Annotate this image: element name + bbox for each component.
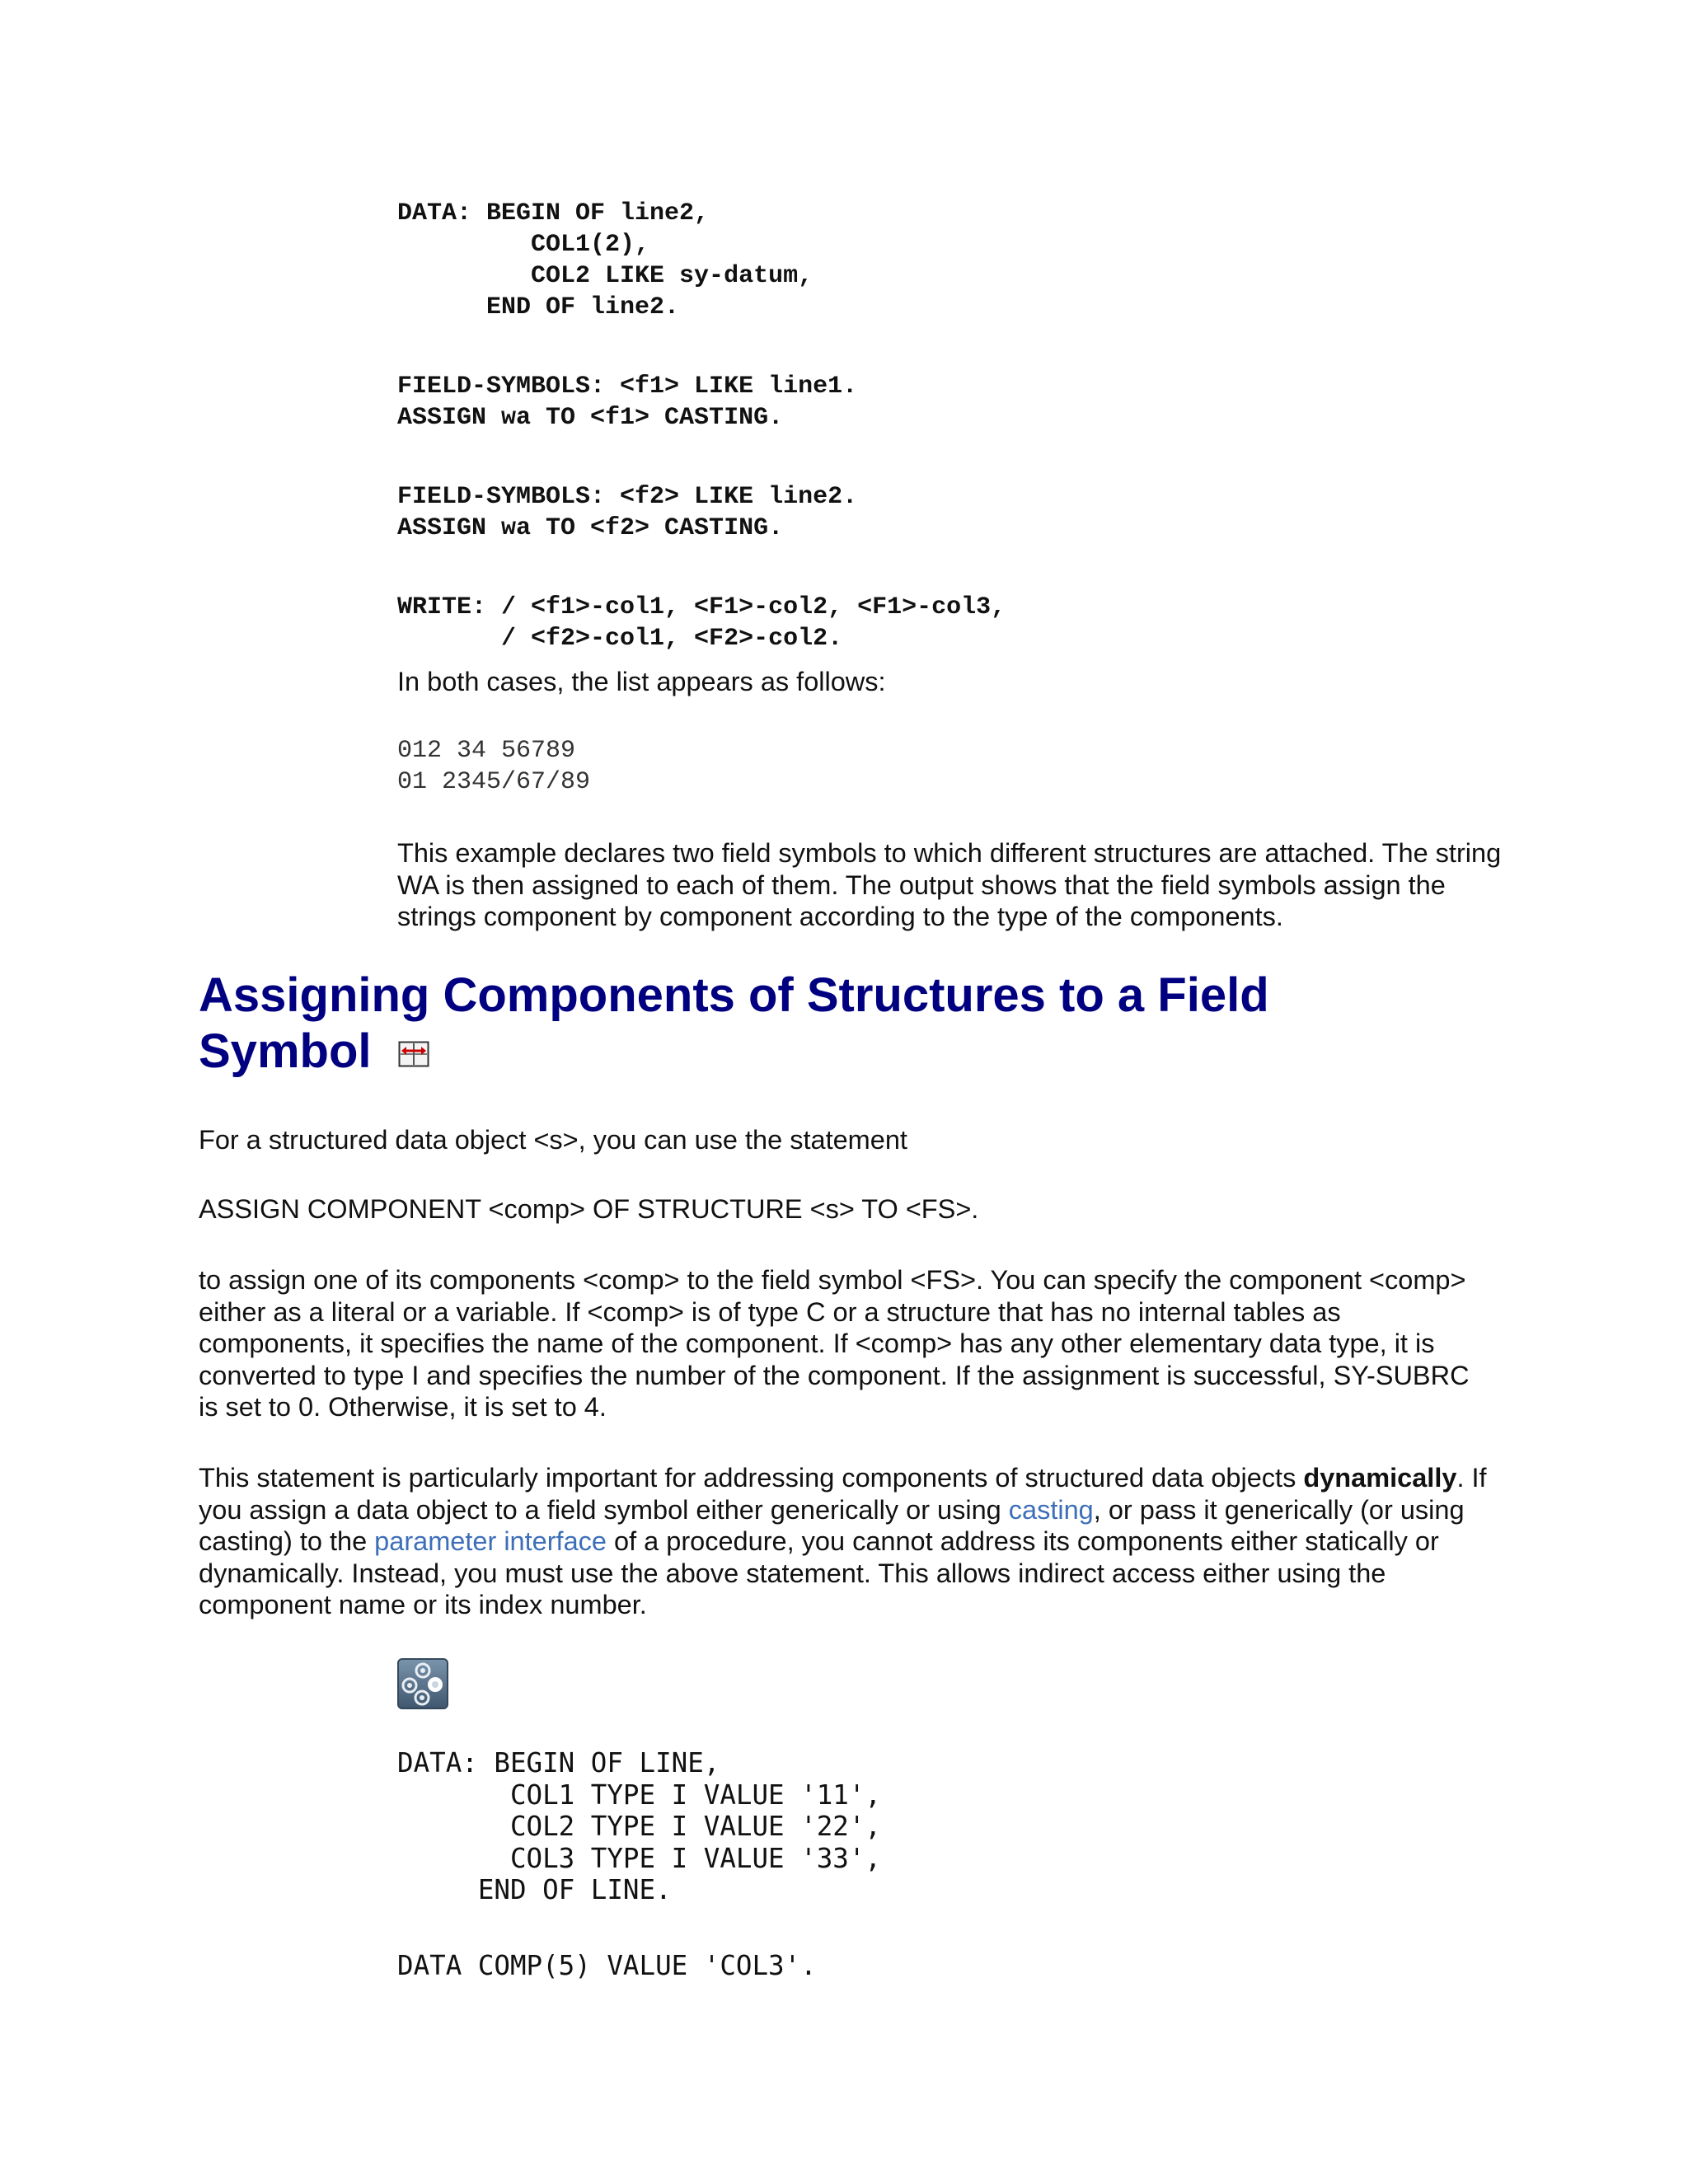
code-block-field-symbols	[397, 198, 1006, 654]
code-line: DATA: BEGIN OF line2,	[397, 199, 710, 227]
example-gears-icon	[397, 1658, 448, 1709]
code-line: COL1(2),	[397, 231, 650, 259]
heading-line-2: Symbol	[199, 1024, 372, 1078]
paragraph-text: This statement is particularly important for addressing components of structured data objects	[199, 1463, 1304, 1493]
assign-explanation: to assign one of its components <comp> to the field symbol <FS>. You can specify the component <comp> either as a literal or a variable. If <comp> is of type C or a structure that has no internal tables as components, it specifies the name of the component. If <comp> has any other elementary data type, it is converted to type I and specifies the number of the component. If the assignment is successful, SY-SUBRC is set to 0. Otherwise, it is set to 4.	[199, 1265, 1470, 1422]
code-line: DATA: BEGIN OF LINE,	[397, 1747, 720, 1779]
code-block-assign-component	[397, 1747, 881, 1982]
code-line: END OF LINE.	[397, 1874, 672, 1905]
output-line: 01 2345/67/89	[397, 768, 591, 796]
intro-statement: For a structured data object <s>, you can use the statement	[199, 1125, 907, 1155]
dynamic-access-paragraph	[199, 1462, 1494, 1621]
casting-link[interactable]: casting	[1008, 1494, 1094, 1525]
paragraph-text: of a procedure, you cannot address its components either statically or dynamically. Instead, you must use the above statement. This allows indirect access either using the component name or its index number.	[199, 1526, 1439, 1619]
code-line: COL3 TYPE I VALUE '33',	[397, 1842, 881, 1874]
code-line: FIELD-SYMBOLS: <f1> LIKE line1.	[397, 373, 858, 401]
code-line: COL2 TYPE I VALUE '22',	[397, 1811, 881, 1842]
assign-statement: ASSIGN COMPONENT <comp> OF STRUCTURE <s> TO <FS>.	[199, 1194, 979, 1224]
code-line: COL1 TYPE I VALUE '11',	[397, 1779, 881, 1811]
list-intro-text: In both cases, the list appears as follows:	[397, 667, 886, 696]
code-line: DATA COMP(5) VALUE 'COL3'.	[397, 1950, 817, 1981]
code-line: COL2 LIKE sy-datum,	[397, 262, 814, 290]
example-explanation: This example declares two field symbols to which different structures are attached. The string WA is then assigned to each of them. The output shows that the field symbols assign the strings component by component according to the type of the components.	[397, 838, 1502, 931]
list-output	[397, 735, 590, 798]
output-line: 012 34 56789	[397, 737, 576, 765]
emphasis-dynamically: dynamically	[1303, 1463, 1457, 1493]
code-line: FIELD-SYMBOLS: <f2> LIKE line2.	[397, 483, 858, 511]
section-heading	[199, 968, 1484, 1083]
heading-line-1: Assigning Components of Structures to a Field	[199, 968, 1269, 1022]
paragraph-text: , or pass it generically (or using casting) to the	[199, 1494, 1465, 1556]
paragraph-text: . If you assign a data object to a field symbol either generically or using	[199, 1463, 1487, 1525]
parameter-interface-link[interactable]: parameter interface	[374, 1526, 607, 1556]
expand-collapse-icon[interactable]	[398, 1024, 429, 1080]
code-line: ASSIGN wa TO <f2> CASTING.	[397, 514, 784, 542]
code-line: WRITE: / <f1>-col1, <F1>-col2, <F1>-col3,	[397, 593, 1006, 621]
code-line: ASSIGN wa TO <f1> CASTING.	[397, 404, 784, 432]
code-line: / <f2>-col1, <F2>-col2.	[397, 625, 843, 653]
code-line: END OF line2.	[397, 293, 680, 321]
